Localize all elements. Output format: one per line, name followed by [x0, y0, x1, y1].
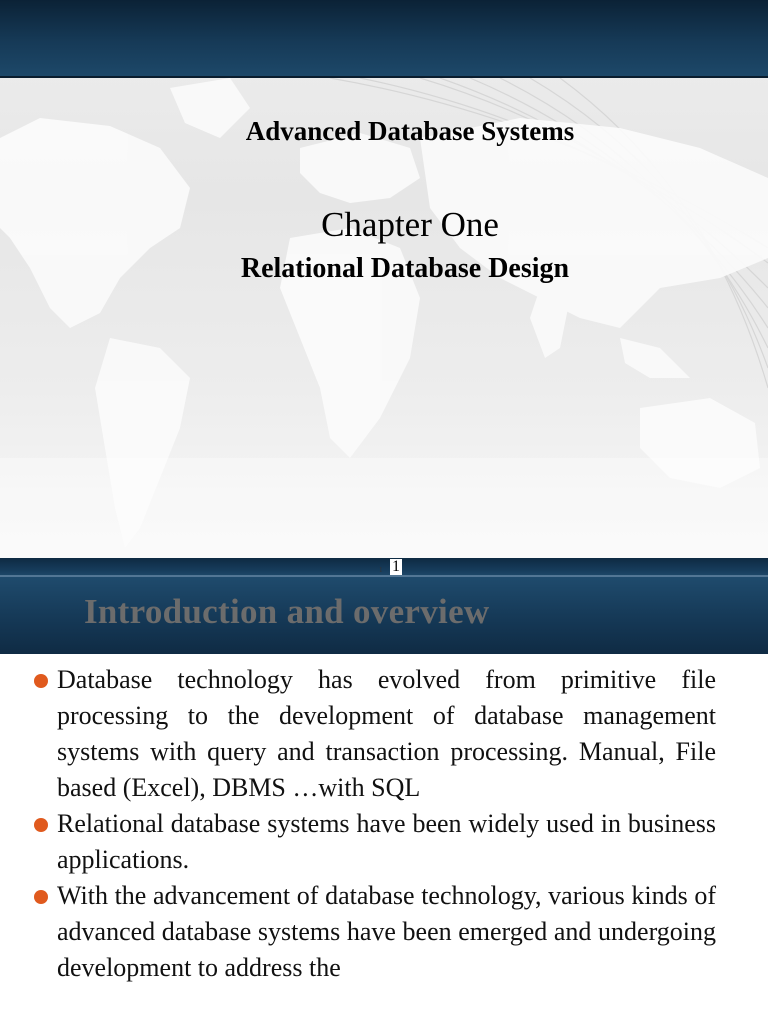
bullet-item [32, 878, 716, 986]
header-divider [0, 575, 768, 577]
slide-header-bar [0, 0, 768, 78]
bullet-text: Relational database systems have been widely used in business applications. [57, 809, 716, 874]
bullet-dot-icon [34, 674, 48, 688]
bullet-text: Database technology has evolved from primitive file processing to the development of database management systems with query and transaction processing. Manual, File based (Excel), DBMS …with SQL [57, 665, 716, 802]
bullet-item [32, 662, 716, 806]
bullet-dot-icon [34, 818, 48, 832]
bullet-text: With the advancement of database technology, various kinds of advanced database systems have been emerged and undergoing development to address the [57, 881, 716, 982]
presentation-title: Advanced Database Systems [245, 116, 575, 146]
content-slide [0, 558, 768, 1024]
bullet-list [32, 662, 716, 986]
bullet-item [32, 806, 716, 878]
page-number: 1 [392, 558, 400, 575]
chapter-label: Chapter One [321, 205, 499, 244]
content-header-bar [0, 558, 768, 654]
page-marker-small: 1 [379, 566, 383, 574]
slide-heading: Introduction and overview [84, 592, 490, 631]
bullet-dot-icon [34, 890, 48, 904]
chapter-subtitle: Relational Database Design [240, 253, 570, 284]
world-map-background [0, 78, 768, 558]
